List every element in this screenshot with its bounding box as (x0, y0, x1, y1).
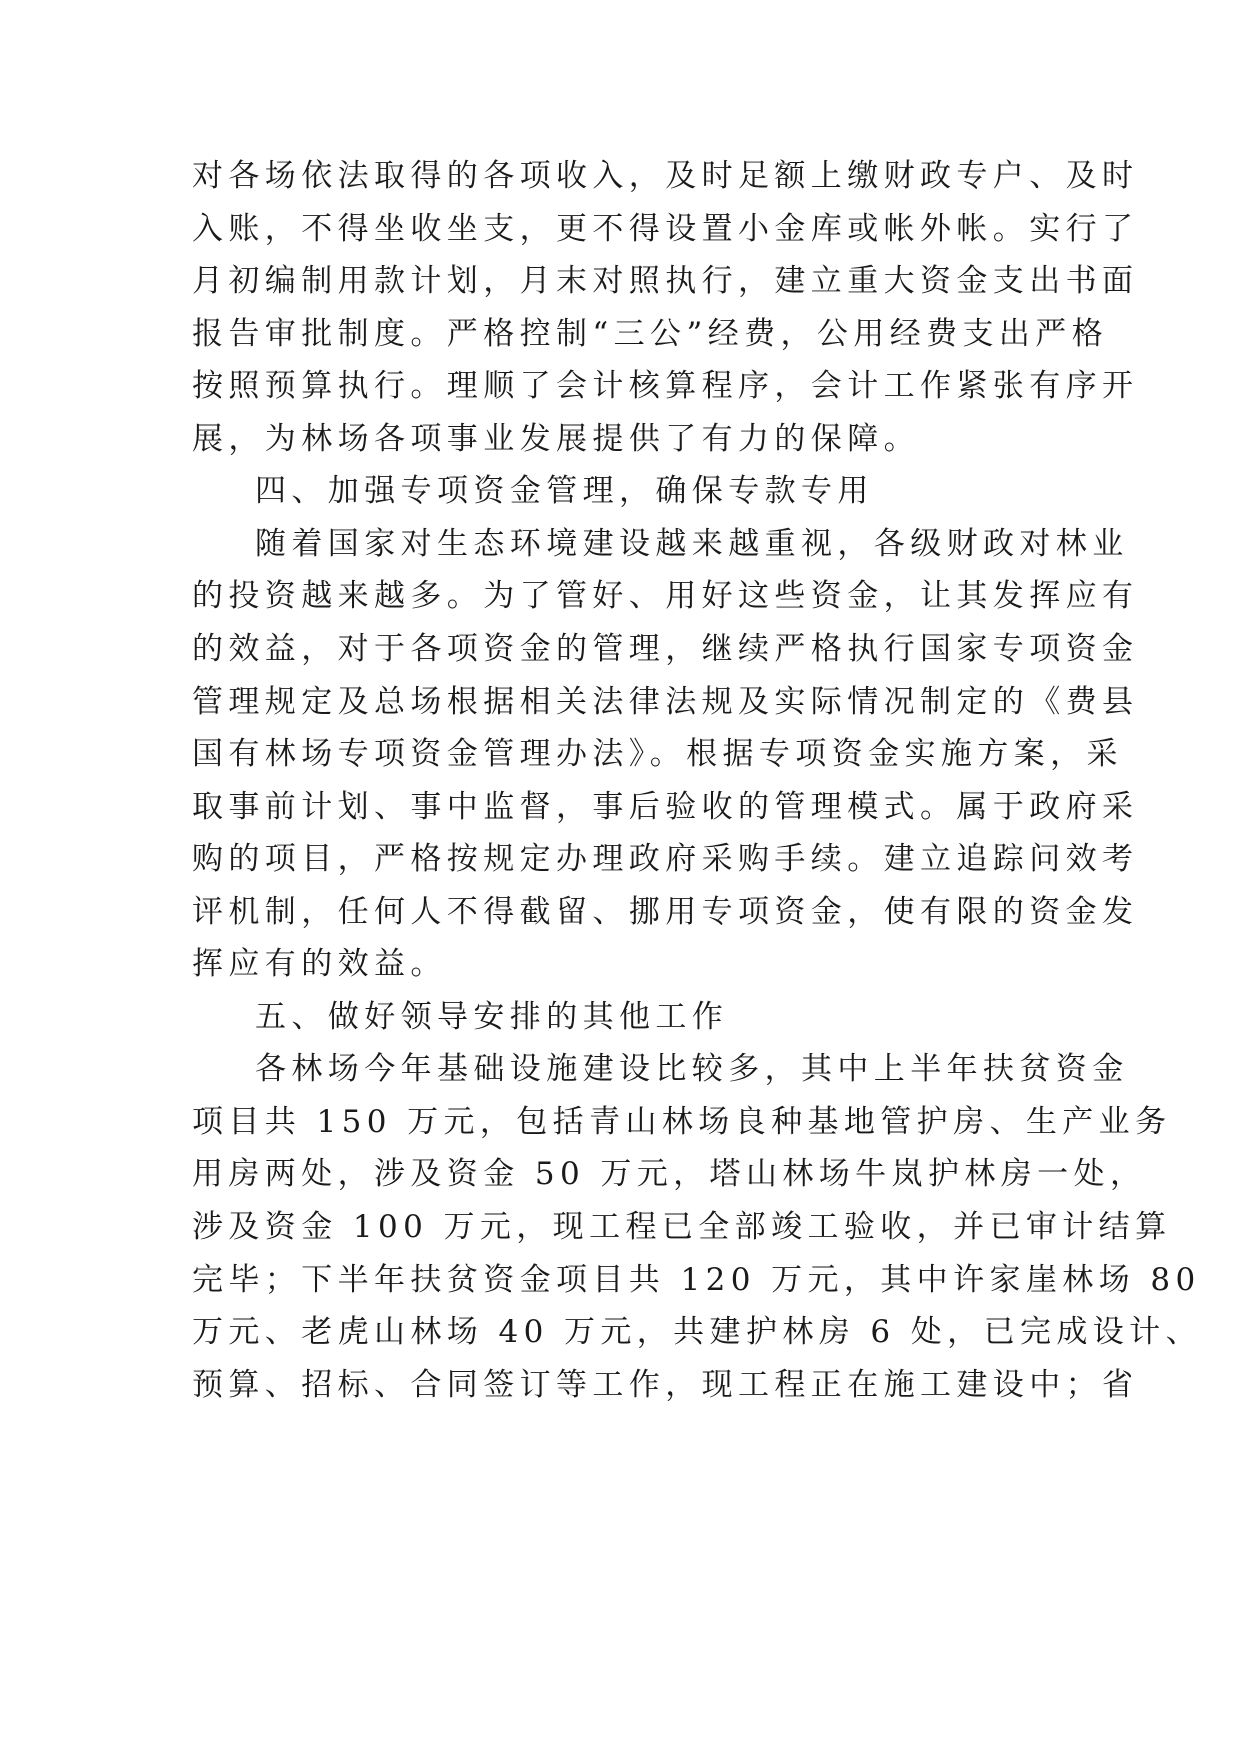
text-line: 挥应有的效益。 (192, 946, 447, 983)
text-line: 国有林场专项资金管理办法》。根据专项资金实施方案，采 (192, 736, 1123, 773)
paragraph-start-line: 随着国家对生态环境建设越来越重视，各级财政对林业 (255, 525, 1129, 562)
text-line: 报告审批制度。严格控制“三公”经费，公用经费支出严格 (192, 315, 1109, 352)
text-line: 用房两处，涉及资金 50 万元，塔山林场牛岚护林房一处， (192, 1156, 1147, 1193)
text-line: 预算、招标、合同签订等工作，现工程正在施工建设中；省 (192, 1366, 1139, 1403)
text-line: 入账，不得坐收坐支，更不得设置小金库或帐外帐。实行了 (192, 210, 1139, 247)
text-line: 完毕；下半年扶贫资金项目共 120 万元，其中许家崖林场 80 (192, 1261, 1201, 1298)
text-line: 取事前计划、事中监督，事后验收的管理模式。属于政府采 (192, 788, 1139, 825)
paragraph-start-line: 各林场今年基础设施建设比较多，其中上半年扶贫资金 (255, 1051, 1129, 1088)
text-line: 购的项目，严格按规定办理政府采购手续。建立追踪问效考 (192, 841, 1139, 878)
text-line: 的投资越来越多。为了管好、用好这些资金，让其发挥应有 (192, 578, 1139, 615)
text-line: 月初编制用款计划，月末对照执行，建立重大资金支出书面 (192, 263, 1139, 300)
text-line: 涉及资金 100 万元，现工程已全部竣工验收，并已审计结算 (192, 1209, 1172, 1245)
text-line: 的效益，对于各项资金的管理，继续严格执行国家专项资金 (192, 630, 1139, 667)
text-line: 管理规定及总场根据相关法律法规及实际情况制定的《费县 (192, 683, 1139, 720)
text-line: 按照预算执行。理顺了会计核算程序，会计工作紧张有序开 (192, 368, 1139, 405)
text-line: 展，为林场各项事业发展提供了有力的保障。 (192, 420, 920, 457)
paragraph-start-line: 四、加强专项资金管理，确保专款专用 (255, 473, 874, 510)
text-line: 对各场依法取得的各项收入，及时足额上缴财政专户、及时 (192, 158, 1139, 194)
paragraph-start-line: 五、做好领导安排的其他工作 (255, 998, 729, 1035)
text-line: 评机制，任何人不得截留、挪用专项资金，使有限的资金发 (192, 893, 1139, 930)
text-line: 项目共 150 万元，包括青山林场良种基地管护房、生产业务 (192, 1103, 1172, 1140)
text-line: 万元、老虎山林场 40 万元，共建护林房 6 处，已完成设计、 (192, 1314, 1202, 1351)
